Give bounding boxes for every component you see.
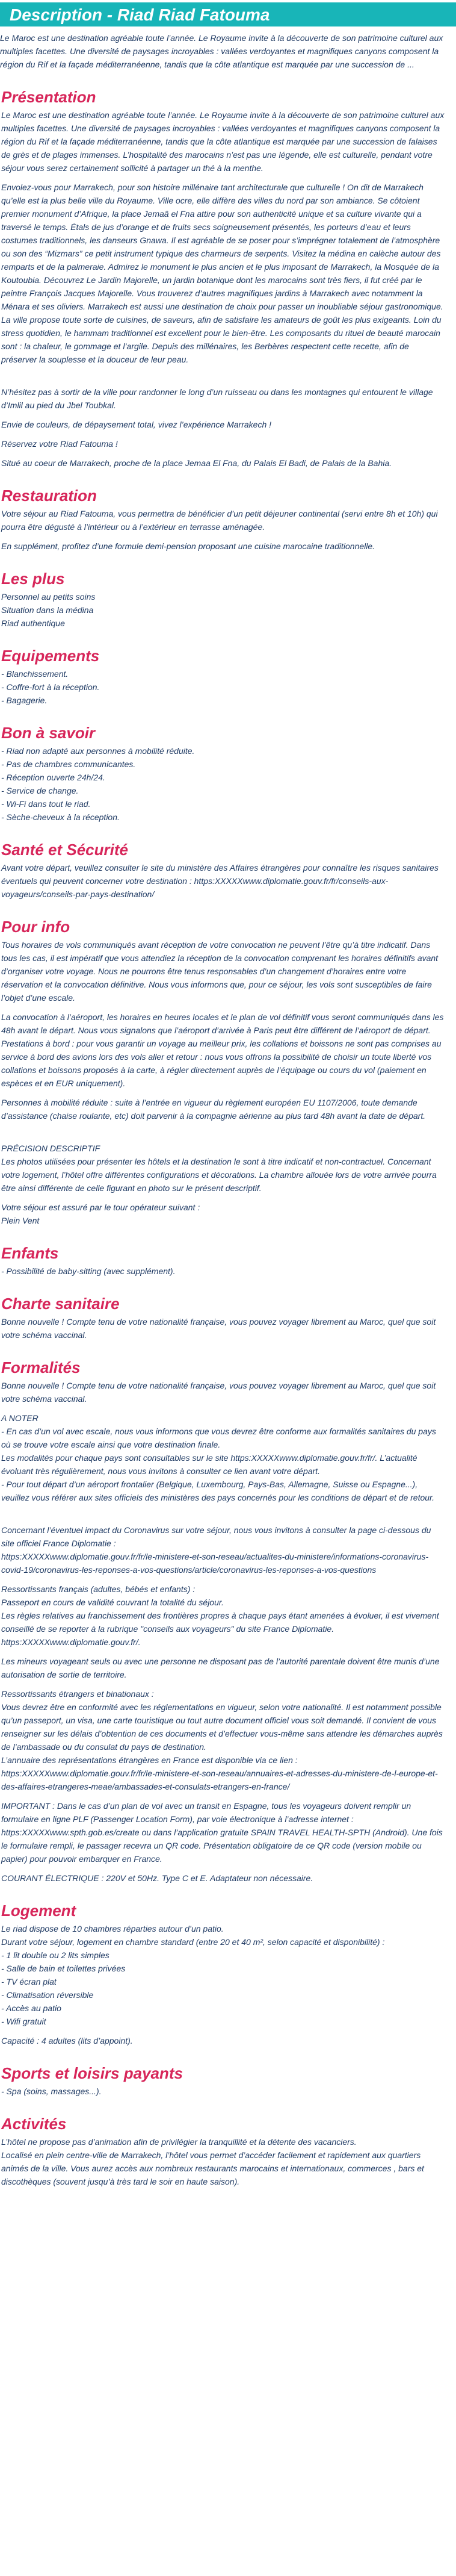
section-paragraph: N’hésitez pas à sortir de la ville pour randonner le long d’un ruisseau ou dans les montagnes qui entourent le village d’Imlil au pied du Jbel Toubkal. <box>1 387 433 410</box>
section-paragraph: Réservez votre Riad Fatouma ! <box>1 439 118 449</box>
section-paragraph: En supplément, profitez d’une formule demi-pension proposant une cuisine marocaine traditionnelle. <box>1 541 375 551</box>
section-heading: Equipements <box>1 647 100 665</box>
section-paragraph: Avant votre départ, veuillez consulter le site du ministère des Affaires étrangères pour connaître les risques sanitaires éventuels qui peuvent concerner votre destination : https:XXXXXwww.diplomatie.gouv.fr/fr/conseils-aux-voyageurs/conseils-par-pays-destination/ <box>1 863 439 899</box>
section-paragraph: Votre séjour est assuré par le tour opérateur suivant : Plein Vent <box>1 1202 200 1225</box>
section-heading: Les plus <box>1 570 65 588</box>
section-paragraph: Concernant l’éventuel impact du Coronavirus sur votre séjour, nous vous invitons à consulter la page ci-dessous du site officiel France Diplomatie : https:XXXXXwww.diplomatie.gouv.fr/fr/le-ministere-et-son-reseau/actualites-du-ministere/informations-coronavirus-covid-19/coronavirus-les-reponses-a-vos-questions/article/coronavirus-les-reponses-a-vos-questions <box>1 1525 431 1575</box>
section-paragraph: IMPORTANT : Dans le cas d’un plan de vol avec un transit en Espagne, tous les voyageurs doivent remplir un formulaire en ligne PLF (Passenger Location Form), par voie électronique à l’adresse internet : https:XXXXXwww.spth.gob.es/create ou dans l’application gratuite SPAIN TRAVEL HEALTH-SPTH (Android). Une fois le formulaire rempli, le passager recevra un QR code. Présentation obligatoire de ce QR code (version mobile ou papier) pour pouvoir embarquer en France. <box>1 1801 443 1864</box>
section-paragraph: Envie de couleurs, de dépaysement total, vivez l’expérience Marrakech ! <box>1 420 272 429</box>
section-heading: Activités <box>1 2115 67 2133</box>
section-paragraph: Le Maroc est une destination agréable toute l’année. Le Royaume invite à la découverte de son patrimoine culturel aux multiples facettes. Une diversité de paysages incroyables : vallées verdoyantes et magnifiques canyons composent la région du Rif et la façade méditerranéenne, tandis que la côte atlantique est marquée par une succession de falaises de grès et de plages immenses. L’hospitalité des marocains n’est pas une légende, elle est culturelle, pendant votre séjour vous serez certainement sollicité à partager un thé à la menthe. <box>1 110 445 173</box>
section-paragraph: Tous horaires de vols communiqués avant réception de votre convocation ne peuvent l’être qu’à titre indicatif. Dans tous les cas, il est impératif que vous attendiez la réception de la convocation comprenant les horaires définitifs avant d’organiser votre voyage. Nous ne pourrons être tenus responsables d’un changement d’horaires entre votre réservation et la convocation définitive. Nous vous informons que, pour ce séjour, les vols sont susceptibles de faire l’objet d’une escale. <box>1 940 439 1003</box>
section-paragraph: Envolez-vous pour Marrakech, pour son histoire millénaire tant architecturale que culturelle ! On dit de Marrakech qu’elle est la plus belle ville du Royaume. Ville ocre, elle diffère des villes du nord par son ambiance. Se côtoient premier monument d’Afrique, la place Jemaâ el Fna attire pour son authenticité unique et sa culture vivante qui a traversé le temps. Étals de jus d’orange et de fruits secs soigneusement présentés, les porteurs d’eau et leurs costumes traditionnels, les danseurs Gnawa. Il est agréable de se poser pour s’imprégner totalement de l’atmosphère ou son des “Mizmars” ce petit instrument typique des charmeurs de serpents. Visitez la médina en calèche autour des remparts et de la palmeraie. Admirez le monument le plus ancien et le plus imposant de Marrakech, la Mosquée de la Koutoubia. Découvrez Le Jardin Majorelle, un jardin botanique dont les marocains sont très fiers, il fut créé par le peintre François Jacques Majorelle. Vous trouverez d’autres magnifiques jardins à Marrakech avec notamment la Ménara et ses oliviers. Marrakech est aussi une destination de choix pour passer un inoubliable séjour gastronomique. La ville propose toute sorte de cuisines, de saveurs, afin de satisfaire les amateurs de goût les plus exigeants. Loin du stress quotidien, le hammam traditionnel est excellent pour le bien-être. Les composants du rituel de beauté marocain sont : la chaleur, le gommage et l’argile. Depuis des millénaires, les Berbères respectent cette recette, afin de préserver la souplesse et la douceur de leur peau. <box>1 182 443 364</box>
section-paragraph: Bonne nouvelle ! Compte tenu de votre nationalité française, vous pouvez voyager librement au Maroc, quel que soit votre schéma vaccinal. <box>1 1381 436 1404</box>
section-paragraph: - Possibilité de baby-sitting (avec supplément). <box>1 1266 176 1276</box>
section-heading: Formalités <box>1 1358 81 1377</box>
section-paragraph: Ressortissants étrangers et binationaux : Vous devrez être en conformité avec les réglementations en vigueur, selon votre nationalité. Il est notamment possible qu’un passeport, un visa, une carte touristique ou tout autre document officiel vous soit demandé. Il convient de vous renseigner sur les délais d’obtention de ces documents et d’effectuer vous-même sans attendre les démarches auprès de l’ambassade ou du consulat du pays de destination. L’annuaire des représentations étrangères en France est disponible via ce lien : https:XXXXXwww.diplomatie.gouv.fr/fr/le-ministere-et-son-reseau/annuaires-et-adresses-du-ministere-de-l-europe-et-des-affaires-etrangeres-meae/ambassades-et-consulats-etrangers-en-france/ <box>1 1689 443 1791</box>
section-paragraph: Personnel au petits soins Situation dans la médina Riad authentique <box>1 592 96 628</box>
section-paragraph: A NOTER - En cas d’un vol avec escale, nous vous informons que vous devrez être conforme aux formalités sanitaires du pays où se trouve votre escale ainsi que votre destination finale. Les modalités pour chaque pays sont consultables sur le site https:XXXXXwww.diplomatie.gouv.fr/fr/. L’actualité évoluant très régulièrement, nous vous invitons à consulter ce lien avant votre départ. - Pour tout départ d’un aéroport frontalier (Belgique, Luxembourg, Pays-Bas, Allemagne, Suisse ou Espagne...), veuillez vous référer aux sites officiels des ministères des pays concernés pour les conditions de départ et de retour. <box>1 1413 436 1502</box>
section-paragraph: L’hôtel ne propose pas d’animation afin de privilégier la tranquillité et la détente des vacanciers. Localisé en plein centre-ville de Marrakech, l’hôtel vous permet d’accéder facilement et rapidement aux quartiers animés de la ville. Vous aurez accès aux nombreux restaurants marocains et internationaux, commerces , bars et discothèques (souvent jusqu’à très tard le soir en haute saison). <box>1 2137 424 2186</box>
section-paragraph: - Spa (soins, massages...). <box>1 2086 102 2096</box>
section-heading: Logement <box>1 1902 76 1920</box>
section-heading: Bon à savoir <box>1 724 96 742</box>
section-heading: Enfants <box>1 1244 59 1262</box>
section-paragraph: Bonne nouvelle ! Compte tenu de votre nationalité française, vous pouvez voyager librement au Maroc, quel que soit votre schéma vaccinal. <box>1 1317 436 1340</box>
section-heading: Pour info <box>1 918 70 936</box>
section-heading: Santé et Sécurité <box>1 841 128 859</box>
section-paragraph: La convocation à l’aéroport, les horaires en heures locales et le plan de vol définitif vous seront communiqués dans les 48h avant le départ. Nous vous signalons que l’aéroport d’arrivée à Paris peut être différent de l’aéroport de départ. Prestations à bord : pour vous garantir un voyage au meilleur prix, les collations et boissons ne sont pas comprises au service à bord des avions lors des vols aller et retour : nous vous offrons la possibilité de choisir un toute liberté vos collations et boissons proposés à la carte, à régler directement auprès de l’équipage ou cours du vol (paiement en espèces et en EUR uniquement). <box>1 1012 444 1088</box>
section-heading: Sports et loisirs payants <box>1 2064 183 2082</box>
title-banner <box>0 2 456 26</box>
intro-text: Le Maroc est une destination agréable toute l’année. Le Royaume invite à la découverte de son patrimoine culturel aux multiples facettes. Une diversité de paysages incroyables : vallées verdoyantes et magnifiques canyons composent la région du Rif et la façade méditerranéenne, tandis que la côte atlantique est marquée par une succession de ... <box>0 33 443 69</box>
section-paragraph: - Blanchissement. - Coffre-fort à la réception. - Bagagerie. <box>1 669 100 705</box>
section-paragraph: Situé au coeur de Marrakech, proche de la place Jemaa El Fna, du Palais El Badi, de Palais de la Bahia. <box>1 458 392 468</box>
section-paragraph: Votre séjour au Riad Fatouma, vous permettra de bénéficier d’un petit déjeuner continental (servi entre 8h et 10h) qui pourra être dégusté à l’intérieur ou à l’extérieur en terrasse aménagée. <box>1 509 438 532</box>
section-heading: Charte sanitaire <box>1 1295 120 1313</box>
section-paragraph: COURANT ÉLECTRIQUE : 220V et 50Hz. Type C et E. Adaptateur non nécessaire. <box>1 1873 313 1883</box>
section-paragraph: Les mineurs voyageant seuls ou avec une personne ne disposant pas de l’autorité parentale doivent être munis d’une autorisation de sortie de territoire. <box>1 1657 440 1679</box>
section-paragraph: - Riad non adapté aux personnes à mobilité réduite. - Pas de chambres communicantes. - Réception ouverte 24h/24. - Service de change. - Wi-Fi dans tout le riad. - Sèche-cheveux à la réception. <box>1 746 195 822</box>
section-heading: Restauration <box>1 487 97 505</box>
section-paragraph: Capacité : 4 adultes (lits d’appoint). <box>1 2036 133 2046</box>
section-paragraph: PRÉCISION DESCRIPTIF Les photos utilisées pour présenter les hôtels et la destination le sont à titre indicatif et non-contractuel. Concernant votre logement, l’hôtel offre différentes configurations et décorations. La chambre allouée lors de votre arrivée pourra être ainsi différente de celle figurant en photo sur le présent descriptif. <box>1 1143 437 1193</box>
section-paragraph: Ressortissants français (adultes, bébés et enfants) : Passeport en cours de validité couvrant la totalité du séjour. Les règles relatives au franchissement des frontières propres à chaque pays étant amenées à évoluer, il est vivement conseillé de se reporter à la rubrique "conseils aux voyageurs" du site France Diplomatie. https:XXXXXwww.diplomatie.gouv.fr/. <box>1 1584 439 1647</box>
section-paragraph: Le riad dispose de 10 chambres réparties autour d’un patio. Durant votre séjour, logement en chambre standard (entre 20 et 40 m², selon capacité et disponibilité) : - 1 lit double ou 2 lits simples - Salle de bain et toilettes privées - TV écran plat - Climatisation réversible - Accès au patio - Wifi gratuit <box>1 1924 385 2026</box>
section-paragraph: Personnes à mobilité réduite : suite à l’entrée en vigueur du règlement européen EU 1107/2006, toute demande d’assistance (chaise roulante, etc) doit parvenir à la compagnie aérienne au plus tard 48h avant la date de départ. <box>1 1098 426 1121</box>
section-heading: Présentation <box>1 88 96 106</box>
page-title: Description - Riad Riad Fatouma <box>10 5 270 24</box>
